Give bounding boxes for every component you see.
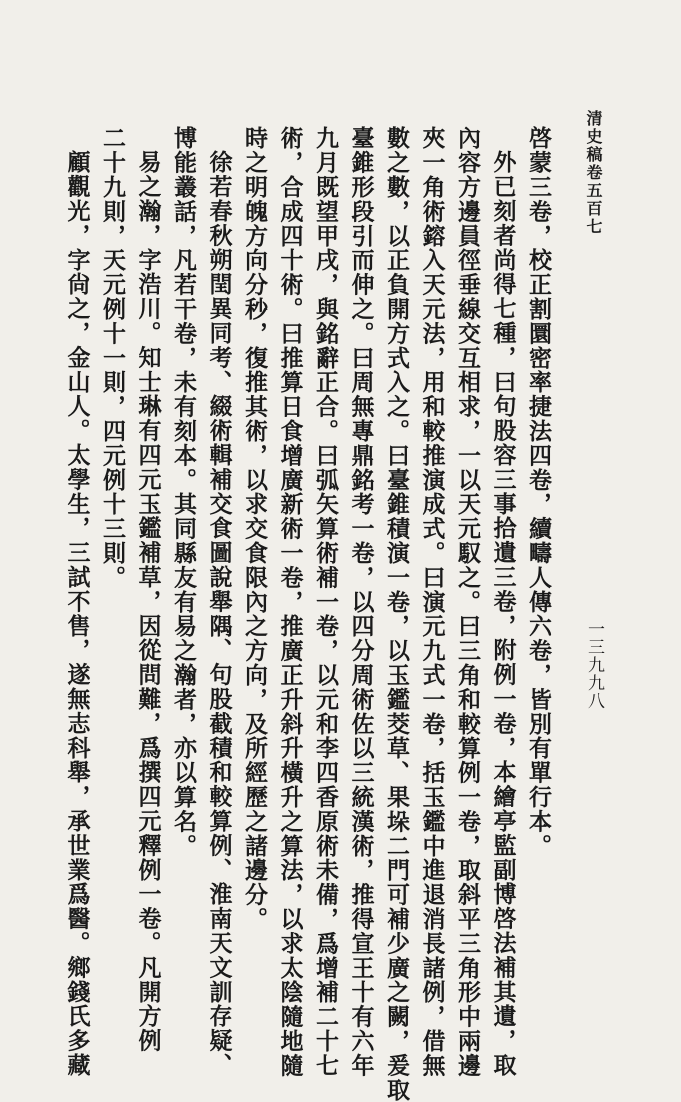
body-text: [63, 126, 556, 1102]
text-column: 內容方邊員徑垂線交互相求，一以天元馭之。曰三角和較算例一卷，取斜平三角形中兩邊: [454, 126, 481, 1078]
text-column: 夾一角術鎔入天元法，用和較推演成式。曰演元九式一卷，括玉鑑中進退消長諸例，借無: [418, 126, 446, 1078]
text-column: 博能叢話，凡若干卷，未有刻本。其同縣友有易之瀚者，亦以算名。: [170, 126, 197, 858]
text-column: 顧觀光，字尙之，金山人。太學生，三試不售，遂無志科舉，承世業爲醫。鄉錢氏多藏: [63, 150, 91, 1078]
text-column: 啓蒙三卷，校正割圜密率捷法四卷，續疇人傳六卷，皆別有單行本。: [525, 126, 552, 858]
text-column: 外已刻者尚得七種，曰句股容三事拾遺三卷，附例一卷，本繪亭監副博啓法補其遺，取: [489, 150, 517, 1078]
text-column: 二十九則，天元例十一則，四元例十三則。: [99, 126, 126, 590]
text-column: 數之數，以正負開方式入之。曰臺錐積演一卷，以玉鑑茭草、果垛二門可補少廣之闕，爰取: [383, 126, 410, 1102]
running-header: 清史稿卷五百七: [584, 110, 603, 236]
text-column: 易之瀚，字浩川。知士琳有四元玉鑑補草，因從問難，爲撰四元釋例一卷。凡開方例: [134, 150, 162, 1053]
text-column: 徐若春秋朔閏異同考、綴術輯補交食圖說舉隅、句股截積和較算例、淮南天文訓存疑、: [205, 150, 233, 1078]
text-column: 九月既望甲戌，與銘辭正合。曰弧矢算術補一卷，以元和李四香原術未備，爲增補二十七: [312, 126, 339, 1078]
text-column: 時之明魄方向分秒，復推其術，以求交食限內之方向，及所經歷之諸邊分。: [241, 126, 268, 932]
text-column: 臺錐形段引而伸之。曰周無專鼎銘考一卷，以四分周術佐以三統漢術，推得宣王十有六年: [347, 126, 375, 1078]
text-column: 術，合成四十術。曰推算日食增廣新術一卷，推廣正升斜升橫升之算法，以求太陰隨地隨: [276, 126, 304, 1078]
page-number: 一三九九八: [584, 620, 604, 710]
